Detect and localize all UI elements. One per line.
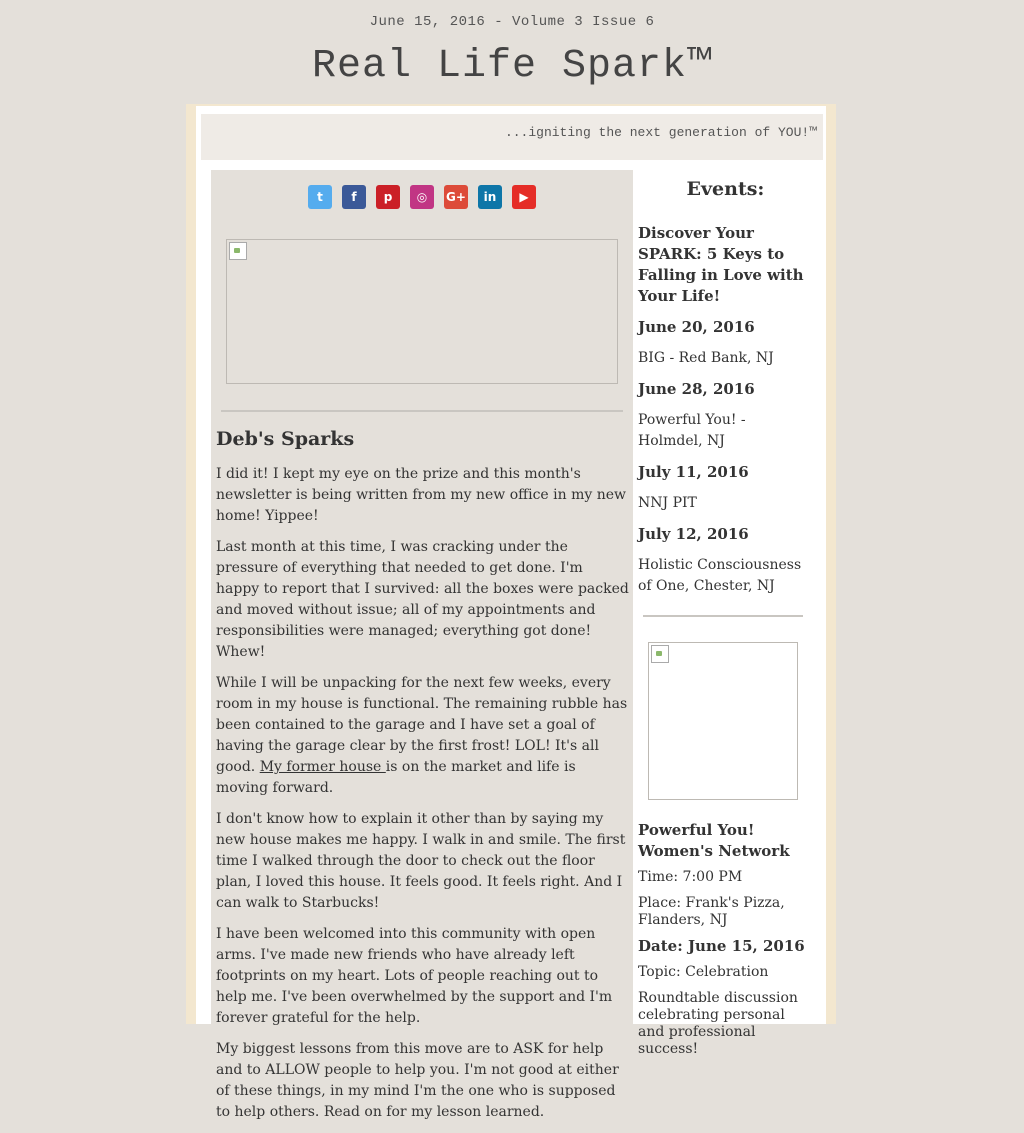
debs-sparks-article (216, 428, 630, 1133)
article-paragraph: I did it! I kept my eye on the prize and this month's newsletter is being written from my new office in my new home! Yippee! (216, 466, 627, 524)
article-paragraph (216, 673, 630, 799)
article-paragraph: I have been welcomed into this community with open arms. I've made new friends who have already left footprints on my heart. Lots of people reaching out to help me. I've been overwhelmed by the support and I'm forever grateful for the help. (216, 926, 613, 1026)
tagline-bar (201, 114, 823, 160)
youtube-icon[interactable]: ▶ (512, 185, 536, 209)
event-date: June 28, 2016 (638, 380, 755, 398)
tagline: ...igniting the next generation of YOU!™ (504, 125, 817, 140)
article-text: While I will be unpacking for the next few weeks, every room in my house is functional. The remaining rubble has been contained to the garage and I have set a goal of having the garage clear by the first frost! LOL! It's all good. (216, 675, 628, 775)
hero-image (226, 239, 618, 384)
network-time: Time: 7:00 PM (638, 869, 743, 885)
network-title: Powerful You! Women's Network (638, 821, 790, 860)
network-topic: Topic: Celebration (638, 964, 769, 980)
article-paragraph: My biggest lessons from this move are to ASK for help and to ALLOW people to help you. I'm not good at either of these things, in my mind I'm the one who is supposed to help others. Read on for my lesson learned. (216, 1041, 619, 1120)
article-paragraph: I don't know how to explain it other than by saying my new house makes me happy. I walk in and smile. The first time I walked through the door to check out the floor plan, I loved this house. It feels good. It feels right. And I can walk to Starbucks! (216, 811, 626, 911)
sidebar-image (648, 642, 798, 800)
google-plus-icon[interactable]: G+ (444, 185, 468, 209)
article-text: is on the market and life is moving forward. (216, 759, 576, 796)
event-date: June 20, 2016 (638, 318, 755, 336)
event-location: BIG - Red Bank, NJ (638, 350, 774, 366)
pinterest-icon[interactable]: p (376, 185, 400, 209)
network-date: Date: June 15, 2016 (638, 937, 805, 955)
divider (221, 410, 623, 412)
events-heading: Events: (686, 178, 765, 200)
event-date: July 12, 2016 (638, 525, 749, 543)
article-paragraph: Last month at this time, I was cracking under the pressure of everything that needed to get done. I'm happy to report that I survived: all the boxes were packed and moved without issue; all of my appointments and responsibilities were managed; everything got done! Whew! (216, 539, 629, 660)
broken-image-icon (651, 645, 669, 663)
issue-dateline: June 15, 2016 - Volume 3 Issue 6 (369, 14, 655, 30)
article-heading: Deb's Sparks (216, 428, 355, 450)
newsletter-title: Real Life Spark™ (311, 44, 713, 89)
sidebar-divider (643, 615, 803, 617)
linkedin-icon[interactable]: in (478, 185, 502, 209)
broken-image-icon (229, 242, 247, 260)
events-sidebar (638, 170, 813, 1057)
event-location: Powerful You! - Holmdel, NJ (638, 412, 746, 449)
twitter-icon[interactable]: t (308, 185, 332, 209)
event-location: Holistic Consciousness of One, Chester, NJ (638, 557, 802, 594)
main-column (211, 170, 633, 1120)
network-place: Place: Frank's Pizza, Flanders, NJ (638, 895, 785, 928)
network-description: Roundtable discussion celebrating personal and professional success! (638, 990, 798, 1057)
former-house-link[interactable]: My former house (259, 759, 386, 775)
facebook-icon[interactable]: f (342, 185, 366, 209)
instagram-icon[interactable]: ◎ (410, 185, 434, 209)
social-links (211, 185, 633, 209)
event-location: NNJ PIT (638, 495, 697, 511)
event-date: July 11, 2016 (638, 463, 749, 481)
event-title: Discover Your SPARK: 5 Keys to Falling in Love with Your Life! (638, 224, 804, 305)
